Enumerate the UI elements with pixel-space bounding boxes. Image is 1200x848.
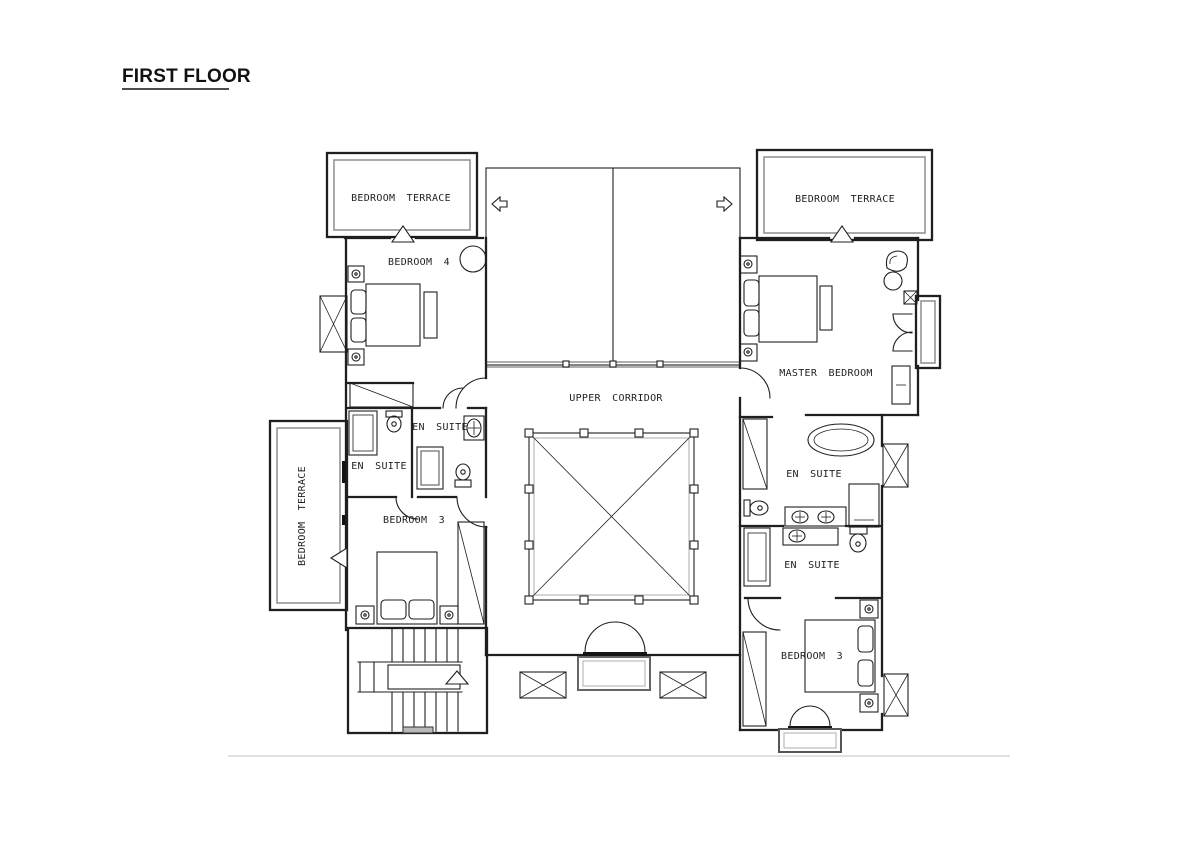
shower-symbol — [349, 411, 377, 455]
room-label-bedroom-4: BEDROOM 4 — [388, 257, 450, 268]
room-label-terrace-top-left: BEDROOM TERRACE — [351, 193, 451, 204]
door-swing-arc — [456, 378, 486, 408]
bedroom-balcony — [779, 729, 841, 752]
door-swing-triangle-icon — [831, 226, 853, 242]
planter-box-icon — [883, 444, 908, 487]
master-east-terrace — [916, 296, 940, 368]
left-wing-walls — [320, 238, 486, 655]
shower-symbol — [849, 484, 879, 527]
room-en-suite-left-b — [412, 416, 484, 489]
room-label-en-suite-left-a: EN SUITE — [351, 461, 407, 472]
planter-box-icon — [320, 296, 347, 352]
staircase — [348, 628, 487, 733]
room-label-terrace-top-right: BEDROOM TERRACE — [795, 194, 895, 205]
stair-sill — [403, 727, 433, 733]
wardrobe-symbol — [350, 383, 413, 407]
bathtub-icon — [808, 424, 874, 456]
room-en-suite-right-b — [744, 527, 867, 630]
wardrobe-symbol — [743, 632, 766, 726]
room-label-terrace-left: BEDROOM TERRACE — [297, 466, 308, 566]
planter-box-icon — [884, 674, 908, 716]
door-swing-arc — [740, 368, 770, 398]
room-label-master-bedroom: MASTER BEDROOM — [779, 368, 873, 379]
room-label-en-suite-left-b: EN SUITE — [412, 422, 468, 433]
toilet-icon — [744, 500, 768, 516]
sink-icon — [464, 416, 484, 440]
planter-box-icon — [660, 672, 706, 698]
room-en-suite-left-a — [349, 411, 418, 519]
door-swing-triangle-icon — [331, 548, 347, 568]
vanity-symbol — [783, 528, 838, 545]
door-swing-arc — [790, 706, 810, 726]
room-label-bedroom-3-right: BEDROOM 3 — [781, 651, 843, 662]
door-threshold — [583, 652, 647, 656]
bench-symbol — [820, 286, 832, 330]
room-master-bedroom — [740, 251, 940, 404]
arrow-right-icon — [717, 197, 732, 211]
door-swing-arc — [443, 388, 463, 408]
room-label-bedroom-3-left: BEDROOM 3 — [383, 515, 445, 526]
toilet-icon — [850, 527, 867, 552]
central-upper-void — [486, 168, 740, 367]
room-terrace-top-left — [327, 153, 477, 242]
door-swing-arc — [615, 622, 645, 652]
room-en-suite-master — [743, 419, 908, 527]
chair-symbol — [886, 251, 907, 271]
terrace-doors — [893, 314, 912, 351]
room-terrace-left — [270, 421, 347, 610]
shower-symbol — [417, 447, 443, 489]
bed-symbol — [348, 266, 437, 365]
room-terrace-top-right — [757, 150, 932, 242]
door-swing-triangle-icon — [392, 226, 414, 242]
table-symbol — [884, 272, 902, 290]
room-label-en-suite-master: EN SUITE — [786, 469, 842, 480]
door-swing-arc — [810, 706, 830, 726]
page-title: FIRST FLOOR — [122, 66, 251, 87]
wardrobe-symbol — [743, 419, 767, 489]
room-label-upper-corridor: UPPER CORRIDOR — [569, 393, 663, 404]
balcony-niche — [578, 657, 650, 690]
toilet-icon — [386, 411, 402, 432]
wardrobe-symbol — [892, 366, 910, 404]
room-bedroom-3-left — [356, 497, 487, 624]
shower-symbol — [744, 528, 770, 586]
room-upper-corridor — [486, 393, 740, 698]
bench-symbol — [424, 292, 437, 338]
room-label-en-suite-right-b: EN SUITE — [784, 560, 840, 571]
rail-post — [657, 361, 663, 367]
toilet-icon — [455, 464, 471, 487]
planter-box-icon — [520, 672, 566, 698]
rail-post — [563, 361, 569, 367]
door-swing-arc — [748, 598, 780, 630]
arrow-left-icon — [492, 197, 507, 211]
bed-symbol — [740, 256, 832, 361]
ceiling-fan-icon — [460, 246, 486, 272]
double-vanity-symbol — [785, 507, 846, 526]
stair-landing — [388, 665, 460, 689]
rail-post — [610, 361, 616, 367]
door-swing-arc — [585, 622, 615, 652]
bed-symbol — [356, 552, 458, 624]
void-railing — [525, 429, 698, 604]
wardrobe-symbol — [458, 522, 484, 624]
